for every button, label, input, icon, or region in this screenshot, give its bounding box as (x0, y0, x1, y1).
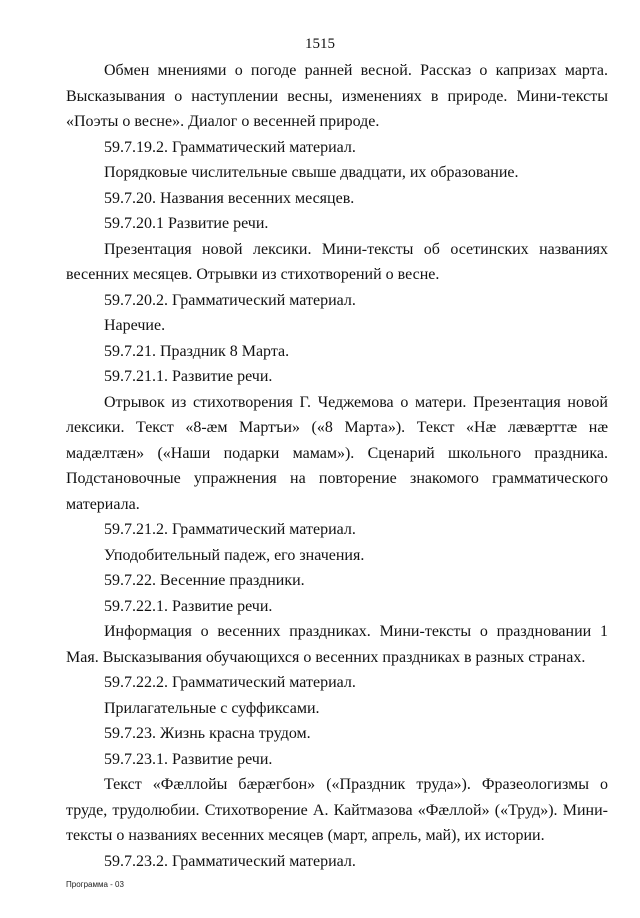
paragraph: Порядковые числительные свыше двадцати, их образование. (104, 164, 519, 181)
section-heading: 59.7.23.2. Грамматический материал. (104, 852, 356, 870)
section-heading: 59.7.21. Праздник 8 Марта. (104, 342, 290, 360)
paragraph: Наречие. (104, 317, 166, 334)
section-heading: 59.7.21.1. Развитие речи. (104, 368, 273, 385)
paragraph: Презентация новой лексики. Мини-тексты об осетинских названиях весенних месяцев. Отрывки из стихотворений о весне. (66, 240, 608, 283)
section-heading: 59.7.20. Названия весенних месяцев. (104, 189, 355, 207)
paragraph: Текст «Фæллойы бæрæгбон» («Праздник труда»). Фразеологизмы о труде, трудолюбии. Стихотворение А. Кайтмазова «Фæллой» («Труд»). Мини-тексты о названиях весенних месяцев (март, апрель, май), их истории. (66, 776, 608, 844)
section-heading: 59.7.20.1 Развитие речи. (104, 215, 269, 232)
page-number: 1515 (305, 36, 335, 52)
section-heading: 59.7.22.2. Грамматический материал. (104, 674, 356, 691)
section-heading: 59.7.19.2. Грамматический материал. (104, 138, 356, 156)
section-heading: 59.7.23. Жизнь красна трудом. (104, 725, 311, 742)
section-heading: 59.7.22.1. Развитие речи. (104, 597, 273, 615)
page-content (66, 58, 608, 874)
paragraph: Информация о весенних праздниках. Мини-тексты о праздновании 1 Мая. Высказывания обучающихся о весенних праздниках в разных странах. (66, 623, 608, 666)
section-heading: 59.7.20.2. Грамматический материал. (104, 291, 356, 309)
section-heading: 59.7.23.1. Развитие речи. (104, 750, 273, 768)
paragraph: Уподобительный падеж, его значения. (104, 546, 365, 564)
paragraph: Обмен мнениями о погоде ранней весной. Рассказ о капризах марта. Высказывания о наступлении весны, изменениях в природе. Мини-тексты «Поэты о весне». Диалог о весенней природе. (66, 62, 608, 130)
footer-label: Программа - 03 (66, 880, 124, 889)
paragraph: Отрывок из стихотворения Г. Чеджемова о матери. Презентация новой лексики. Текст «8-æм Мартъи» («8 Марта»). Текст «Нæ лæвæрттæ нæ мадæлтæн» («Наши подарки мамам»). Сценарий школьного праздника. Подстановочные упражнения на повторение знакомого грамматического материала. (66, 393, 608, 513)
section-heading: 59.7.21.2. Грамматический материал. (104, 521, 356, 538)
paragraph: Прилагательные с суффиксами. (104, 699, 320, 717)
section-heading: 59.7.22. Весенние праздники. (104, 572, 305, 589)
